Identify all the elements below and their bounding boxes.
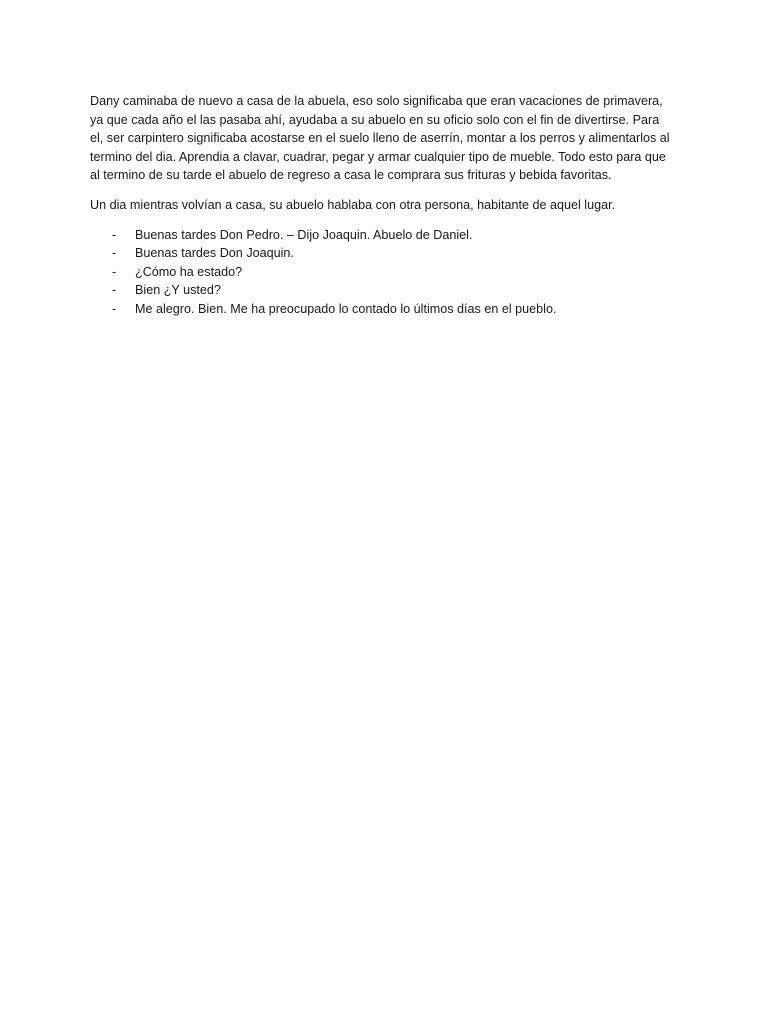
dialog-line-text: Buenas tardes Don Pedro. – Dijo Joaquin. Abuelo de Daniel. — [135, 227, 473, 242]
dialog-list — [90, 226, 680, 319]
bullet-dash: - — [112, 264, 117, 279]
dialog-line — [90, 300, 680, 319]
dialog-line — [90, 281, 680, 300]
dialog-line — [90, 226, 680, 245]
dialog-line-text: ¿Cómo ha estado? — [135, 264, 243, 279]
bullet-dash: - — [112, 301, 117, 316]
bullet-dash: - — [112, 246, 117, 261]
bullet-dash: - — [112, 227, 117, 242]
paragraph-intro: Dany caminaba de nuevo a casa de la abuela, eso solo significaba que eran vacaciones de primavera, ya que cada año el las pasaba ahí, ayudaba a su abuelo en su oficio solo con el fin de divertirse. Para el, ser carpintero significaba acostarse en el suelo lleno de aserrín, montar a los perros y alimentarlos al termino del dia. Aprendia a clavar, cuadrar, pegar y armar cualquier tipo de mueble. Todo esto para que al termino de su tarde el abuelo de regreso a casa le comprara sus frituras y bebida favoritas. — [90, 94, 670, 183]
dialog-line — [90, 244, 680, 263]
dialog-line-text: Bien ¿Y usted? — [135, 283, 221, 298]
document-body — [90, 92, 680, 319]
dialog-line-text: Buenas tardes Don Joaquin. — [135, 246, 294, 261]
dialog-line-text: Me alegro. Bien. Me ha preocupado lo contado lo últimos días en el pueblo. — [135, 301, 557, 316]
bullet-dash: - — [112, 283, 117, 298]
paragraph-return-home: Un dia mientras volvían a casa, su abuelo hablaba con otra persona, habitante de aquel lugar. — [90, 197, 616, 212]
dialog-line — [90, 263, 680, 282]
